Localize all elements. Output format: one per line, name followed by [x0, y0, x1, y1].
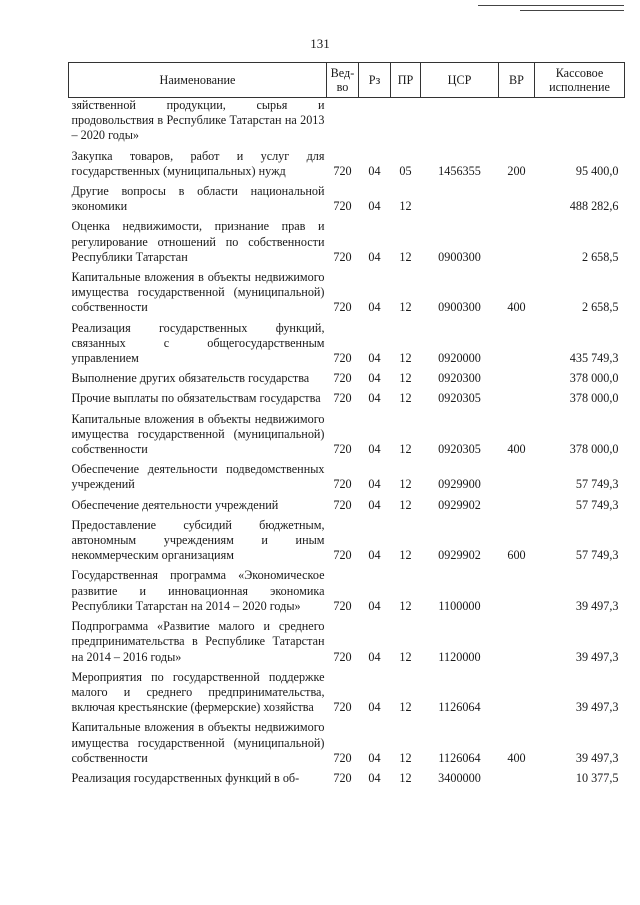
- row-pr: 12: [399, 649, 412, 664]
- row-ved: 720: [333, 371, 352, 386]
- row-pr: 12: [399, 700, 412, 715]
- table-row: [69, 184, 625, 214]
- table-row: [69, 371, 625, 386]
- row-name: Реализация государственных функций, связанных с общегосударственным управлением: [71, 320, 325, 366]
- table-row: [69, 98, 625, 144]
- row-amount: 2 658,5: [581, 249, 619, 264]
- row-vr: [499, 568, 535, 614]
- row-rz: 04: [368, 351, 381, 366]
- table-row: [69, 720, 625, 766]
- row-amount: 488 282,6: [569, 199, 619, 214]
- table-row: [69, 498, 625, 513]
- row-vr: 400: [507, 442, 526, 457]
- row-csr: 1120000: [438, 649, 481, 664]
- row-csr: 3400000: [438, 770, 481, 785]
- row-csr: 0929900: [438, 477, 481, 492]
- row-name: Реализация государственных функций в об-: [71, 770, 300, 785]
- table-row: [69, 568, 625, 614]
- row-name: Оценка недвижимости, признание прав и регулирование отношений по собственности Республики Татарстан: [71, 219, 325, 264]
- row-csr: 0920000: [438, 351, 481, 366]
- row-amount: 39 497,3: [575, 649, 619, 664]
- row-pr: 12: [399, 548, 412, 563]
- col-header-pr: ПР: [391, 63, 421, 98]
- table-row: [69, 412, 625, 458]
- table-row: [69, 391, 625, 406]
- top-rule-short: [520, 10, 624, 11]
- row-pr: 12: [399, 598, 412, 613]
- row-pr: 12: [399, 371, 412, 386]
- row-csr: 0920300: [438, 371, 481, 386]
- row-ved: 720: [333, 442, 352, 457]
- row-vr: [499, 619, 535, 665]
- row-amount: 378 000,0: [569, 371, 619, 386]
- row-amount: 378 000,0: [569, 442, 619, 457]
- row-pr: 12: [399, 770, 412, 785]
- row-vr: [499, 670, 535, 716]
- row-csr: 0929902: [438, 497, 481, 512]
- row-ved: 720: [333, 770, 352, 785]
- row-pr: 12: [399, 199, 412, 214]
- row-vr: [499, 321, 535, 367]
- row-ved: 720: [333, 700, 352, 715]
- table-row: [69, 270, 625, 316]
- row-rz: 04: [368, 199, 381, 214]
- row-vr: [499, 462, 535, 492]
- row-vr: [499, 371, 535, 386]
- row-pr: 12: [399, 391, 412, 406]
- top-rule: [478, 5, 624, 6]
- row-rz: 04: [368, 163, 381, 178]
- row-vr: [499, 184, 535, 214]
- row-name: Прочие выплаты по обязательствам государства: [71, 391, 321, 406]
- row-ved: 720: [333, 391, 352, 406]
- row-name: Обеспечение деятельности учреждений: [71, 497, 279, 512]
- row-name: Капитальные вложения в объекты недвижимого имущества государственной (муниципальной) собственности: [71, 720, 325, 765]
- col-header-csr: ЦСР: [421, 63, 499, 98]
- row-vr: 400: [507, 300, 526, 315]
- row-rz: 04: [368, 300, 381, 315]
- row-rz: 04: [368, 477, 381, 492]
- row-ved: 720: [333, 598, 352, 613]
- row-vr: [499, 98, 535, 144]
- col-header-amount: Кассовое исполнение: [535, 63, 625, 98]
- row-amount: 39 497,3: [575, 750, 619, 765]
- row-ved: 720: [333, 351, 352, 366]
- row-pr: 12: [399, 497, 412, 512]
- row-name: Капитальные вложения в объекты недвижимого имущества государственной (муниципальной) собственности: [71, 411, 325, 457]
- row-name: Выполнение других обязательств государства: [71, 371, 310, 386]
- row-csr: 1456355: [438, 163, 481, 178]
- row-amount: 57 749,3: [575, 477, 619, 492]
- table-header-row: [69, 63, 625, 98]
- row-ved: 720: [333, 548, 352, 563]
- row-vr: [499, 391, 535, 406]
- row-pr: 05: [399, 163, 412, 178]
- row-vr: [499, 771, 535, 786]
- row-vr: 600: [507, 548, 526, 563]
- row-amount: 95 400,0: [575, 163, 619, 178]
- row-rz: 04: [368, 770, 381, 785]
- row-name: Государственная программа «Экономическое развитие и инновационная экономика Республики Татарстан на 2014 – 2020 годы»: [71, 568, 325, 613]
- row-csr: 0900300: [438, 249, 481, 264]
- row-amount: 378 000,0: [569, 391, 619, 406]
- row-csr: 0920305: [438, 391, 481, 406]
- row-rz: 04: [368, 497, 381, 512]
- row-amount: 57 749,3: [575, 548, 619, 563]
- row-rz: 04: [368, 371, 381, 386]
- row-name: Обеспечение деятельности подведомственных учреждений: [71, 462, 325, 492]
- budget-table: [68, 62, 625, 786]
- row-csr: 1126064: [438, 700, 481, 715]
- col-header-vr: ВР: [499, 63, 535, 98]
- page-number: 131: [310, 36, 330, 51]
- row-amount: 2 658,5: [581, 300, 619, 315]
- row-amount: 435 749,3: [569, 351, 619, 366]
- row-ved: 720: [333, 300, 352, 315]
- row-pr: 12: [399, 477, 412, 492]
- row-pr: 12: [399, 249, 412, 264]
- col-header-name: Наименование: [69, 63, 327, 98]
- table-row: [69, 619, 625, 665]
- row-csr: 0929902: [438, 548, 481, 563]
- table-row: [69, 771, 625, 786]
- col-header-rz: Рз: [359, 63, 391, 98]
- row-ved: 720: [333, 750, 352, 765]
- table-row: [69, 321, 625, 367]
- row-csr: [421, 98, 499, 144]
- row-amount: 10 377,5: [575, 770, 619, 785]
- row-vr: 400: [507, 750, 526, 765]
- row-amount: 57 749,3: [575, 497, 619, 512]
- row-pr: [391, 98, 421, 144]
- row-name: зяйственной продукции, сырья и продовольствия в Республике Татарстан на 2013 – 2020 годы»: [71, 98, 325, 143]
- row-pr: 12: [399, 750, 412, 765]
- row-pr: 12: [399, 351, 412, 366]
- table-body: [69, 98, 625, 787]
- row-ved: 720: [333, 649, 352, 664]
- row-vr: 200: [507, 163, 526, 178]
- col-header-ved: Вед-во: [327, 63, 359, 98]
- row-csr: 1126064: [438, 750, 481, 765]
- table-row: [69, 462, 625, 492]
- row-rz: 04: [368, 649, 381, 664]
- row-rz: 04: [368, 598, 381, 613]
- row-ved: 720: [333, 477, 352, 492]
- table-row: [69, 219, 625, 265]
- row-ved: 720: [333, 249, 352, 264]
- table-row: [69, 149, 625, 179]
- row-name: Закупка товаров, работ и услуг для государственных (муниципальных) нужд: [71, 148, 325, 178]
- row-csr: 0900300: [438, 300, 481, 315]
- table-row: [69, 670, 625, 716]
- row-ved: 720: [333, 199, 352, 214]
- row-name: Предоставление субсидий бюджетным, автономным учреждениям и иным некоммерческим организациям: [71, 517, 325, 563]
- row-pr: 12: [399, 442, 412, 457]
- row-name: Капитальные вложения в объекты недвижимого имущества государственной (муниципальной) собственности: [71, 270, 325, 315]
- row-vr: [499, 498, 535, 513]
- row-pr: 12: [399, 300, 412, 315]
- row-vr: [499, 219, 535, 265]
- row-rz: 04: [368, 750, 381, 765]
- row-ved: [327, 98, 359, 144]
- row-amount: 39 497,3: [575, 598, 619, 613]
- row-rz: 04: [368, 548, 381, 563]
- row-amount: 39 497,3: [575, 700, 619, 715]
- row-name: Мероприятия по государственной поддержке малого и среднего предпринимательства, включая крестьянские (фермерские) хозяйства: [71, 669, 325, 715]
- row-amount: [535, 98, 625, 144]
- row-ved: 720: [333, 497, 352, 512]
- row-rz: 04: [368, 391, 381, 406]
- row-name: Другие вопросы в области национальной экономики: [71, 184, 325, 214]
- row-rz: 04: [368, 700, 381, 715]
- row-ved: 720: [333, 163, 352, 178]
- table-row: [69, 518, 625, 564]
- row-csr: [421, 184, 499, 214]
- row-csr: 0920305: [438, 442, 481, 457]
- row-name: Подпрограмма «Развитие малого и среднего предпринимательства в Республике Татарстан на 2014 – 2016 годы»: [71, 619, 325, 664]
- row-rz: 04: [368, 442, 381, 457]
- row-rz: [359, 98, 391, 144]
- row-rz: 04: [368, 249, 381, 264]
- row-csr: 1100000: [438, 598, 481, 613]
